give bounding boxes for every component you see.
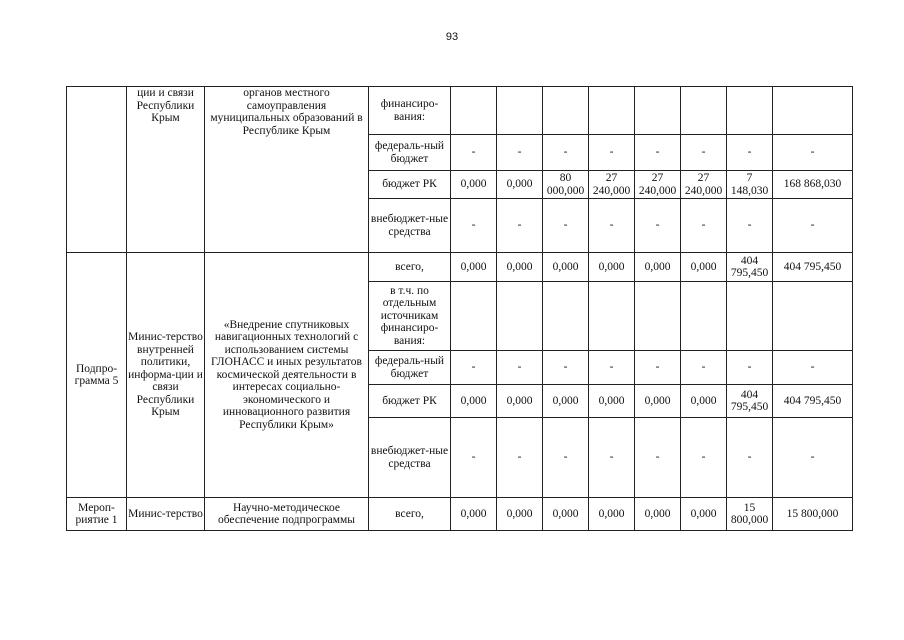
funding-value-cell — [635, 282, 681, 351]
funding-value-cell: - — [681, 135, 727, 171]
table-row — [67, 253, 853, 282]
funding-value-cell: 0,000 — [543, 385, 589, 418]
funding-value-cell — [681, 87, 727, 135]
funding-value-cell: 0,000 — [497, 385, 543, 418]
funding-value-cell: - — [589, 418, 635, 498]
funding-value-cell: 404 795,450 — [773, 385, 853, 418]
funding-source-label: внебюджет-ные средства — [369, 199, 451, 253]
funding-value-cell: - — [451, 351, 497, 385]
funding-value-cell: - — [681, 199, 727, 253]
funding-value-cell: - — [451, 199, 497, 253]
funding-value-cell — [497, 282, 543, 351]
funding-value-cell: 0,000 — [635, 253, 681, 282]
funding-source-label: всего, — [369, 498, 451, 531]
program-title-cell: органов местного самоуправления муниципальных образований в Республике Крым — [205, 87, 369, 253]
funding-value-cell: 27 240,000 — [635, 171, 681, 199]
funding-value-cell — [727, 87, 773, 135]
funding-value-cell: 0,000 — [451, 253, 497, 282]
funding-value-cell: 404 795,450 — [773, 253, 853, 282]
funding-source-label: в т.ч. по отдельным источникам финансиро-вания: — [369, 282, 451, 351]
funding-value-cell: - — [727, 135, 773, 171]
funding-value-cell: 0,000 — [451, 171, 497, 199]
funding-value-cell: - — [497, 199, 543, 253]
funding-value-cell: 0,000 — [589, 253, 635, 282]
funding-value-cell: 404 795,450 — [727, 385, 773, 418]
funding-value-cell: - — [635, 199, 681, 253]
funding-value-cell: - — [727, 351, 773, 385]
funding-value-cell: - — [635, 418, 681, 498]
funding-value-cell: - — [543, 199, 589, 253]
funding-value-cell — [681, 282, 727, 351]
funding-value-cell: 15 800,000 — [727, 498, 773, 531]
funding-value-cell — [773, 87, 853, 135]
funding-value-cell: - — [497, 135, 543, 171]
funding-value-cell: 0,000 — [681, 385, 727, 418]
funding-value-cell: - — [773, 351, 853, 385]
funding-source-label: бюджет РК — [369, 385, 451, 418]
funding-value-cell: 0,000 — [681, 253, 727, 282]
funding-value-cell: - — [543, 351, 589, 385]
executor-cell: ции и связи Республики Крым — [127, 87, 205, 253]
funding-value-cell — [451, 87, 497, 135]
table-row — [67, 87, 853, 135]
funding-value-cell: - — [543, 418, 589, 498]
funding-value-cell — [589, 282, 635, 351]
funding-source-label: федераль-ный бюджет — [369, 351, 451, 385]
funding-value-cell: - — [589, 135, 635, 171]
funding-value-cell: 0,000 — [497, 171, 543, 199]
funding-value-cell: - — [773, 418, 853, 498]
program-title-cell: «Внедрение спутниковых навигационных технологий с использованием системы ГЛОНАСС и иных результатов космической деятельности в интересах социально-экономического и инновационного развития Республики Крым» — [205, 253, 369, 498]
funding-value-cell: - — [497, 351, 543, 385]
funding-value-cell: - — [681, 418, 727, 498]
funding-value-cell: - — [451, 135, 497, 171]
funding-value-cell — [451, 282, 497, 351]
executor-cell: Минис-терство внутренней политики, информа-ции и связи Республики Крым — [127, 253, 205, 498]
funding-value-cell — [773, 282, 853, 351]
executor-cell: Минис-терство — [127, 498, 205, 531]
funding-value-cell: - — [727, 199, 773, 253]
funding-value-cell: 0,000 — [635, 385, 681, 418]
funding-value-cell: 0,000 — [451, 385, 497, 418]
funding-value-cell — [727, 282, 773, 351]
funding-source-label: финансиро-вания: — [369, 87, 451, 135]
page-number: 93 — [445, 31, 459, 43]
budget-table — [66, 86, 853, 531]
funding-value-cell: 15 800,000 — [773, 498, 853, 531]
funding-value-cell: - — [543, 135, 589, 171]
program-title-cell: Научно-методическое обеспечение подпрограммы — [205, 498, 369, 531]
table-row — [67, 498, 853, 531]
funding-value-cell — [543, 87, 589, 135]
funding-value-cell: - — [451, 418, 497, 498]
funding-value-cell: - — [773, 199, 853, 253]
funding-value-cell: 0,000 — [497, 498, 543, 531]
funding-value-cell: - — [589, 199, 635, 253]
funding-value-cell — [589, 87, 635, 135]
funding-source-label: федераль-ный бюджет — [369, 135, 451, 171]
funding-value-cell: 0,000 — [681, 498, 727, 531]
program-kind-cell: Подпро-грамма 5 — [67, 253, 127, 498]
funding-source-label: всего, — [369, 253, 451, 282]
funding-value-cell: 7 148,030 — [727, 171, 773, 199]
program-kind-cell: Мероп-риятие 1 — [67, 498, 127, 531]
funding-value-cell: - — [589, 351, 635, 385]
funding-value-cell: 0,000 — [589, 385, 635, 418]
funding-value-cell: 0,000 — [543, 253, 589, 282]
funding-value-cell: - — [773, 135, 853, 171]
funding-value-cell: 80 000,000 — [543, 171, 589, 199]
funding-value-cell: - — [727, 418, 773, 498]
funding-value-cell: 0,000 — [589, 498, 635, 531]
funding-value-cell: 27 240,000 — [589, 171, 635, 199]
funding-value-cell — [635, 87, 681, 135]
funding-value-cell: 27 240,000 — [681, 171, 727, 199]
funding-value-cell: - — [635, 351, 681, 385]
funding-value-cell: - — [497, 418, 543, 498]
funding-value-cell: - — [681, 351, 727, 385]
funding-value-cell: - — [635, 135, 681, 171]
funding-value-cell: 0,000 — [497, 253, 543, 282]
funding-value-cell — [543, 282, 589, 351]
budget-table-body — [67, 87, 853, 531]
funding-value-cell: 0,000 — [543, 498, 589, 531]
funding-value-cell: 0,000 — [451, 498, 497, 531]
funding-source-label: внебюджет-ные средства — [369, 418, 451, 498]
funding-value-cell: 168 868,030 — [773, 171, 853, 199]
funding-value-cell: 404 795,450 — [727, 253, 773, 282]
funding-value-cell: 0,000 — [635, 498, 681, 531]
funding-value-cell — [497, 87, 543, 135]
program-kind-cell — [67, 87, 127, 253]
funding-source-label: бюджет РК — [369, 171, 451, 199]
